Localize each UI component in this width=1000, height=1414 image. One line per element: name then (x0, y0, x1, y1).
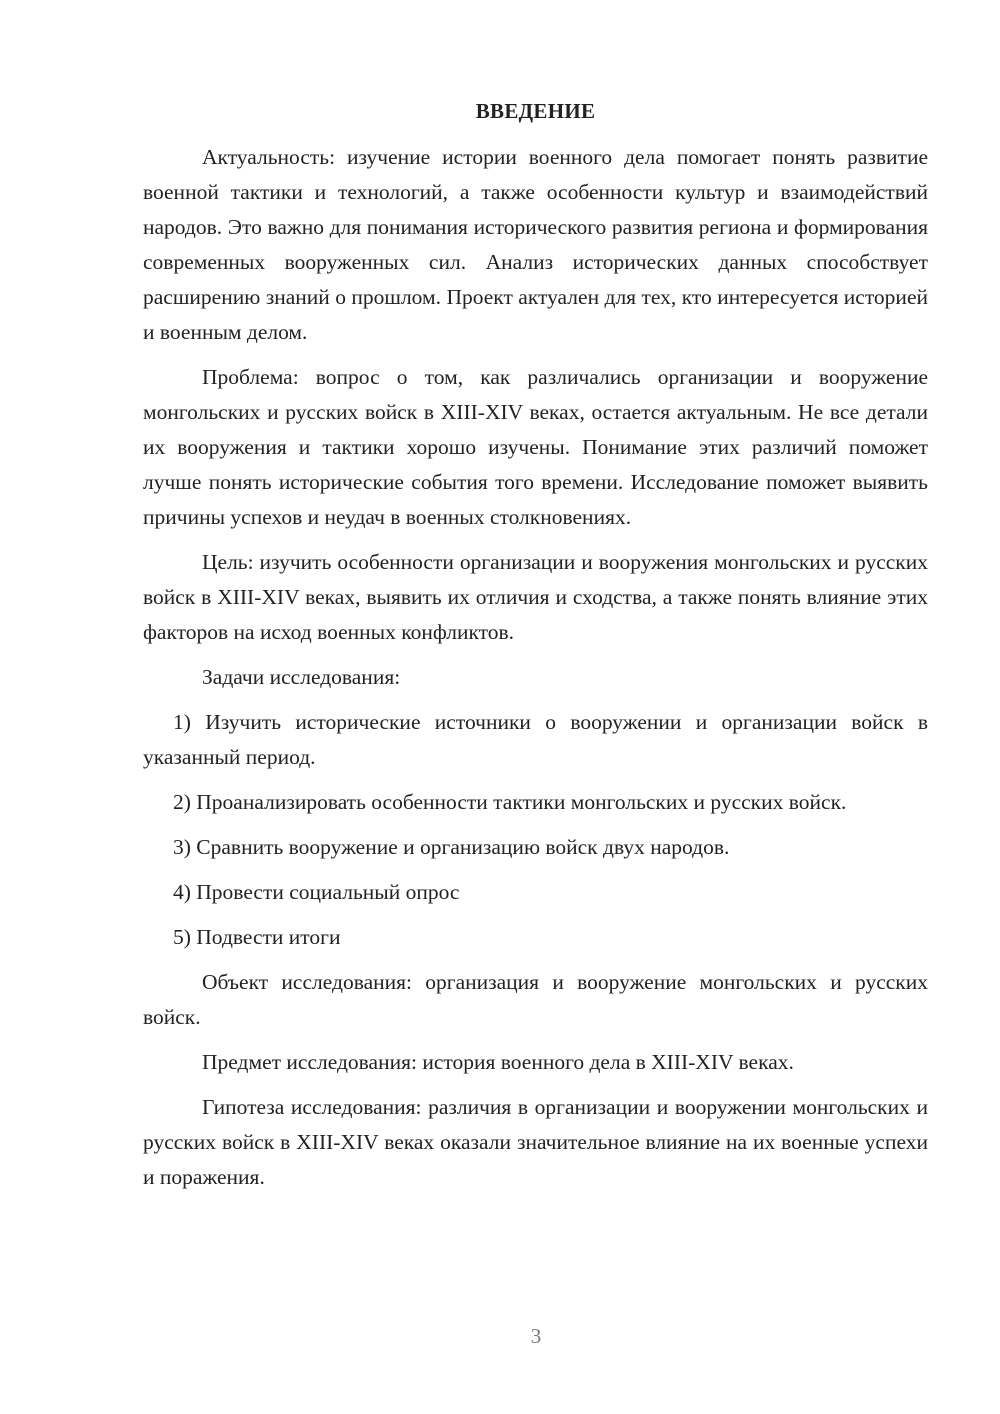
task-item-5: 5) Подвести итоги (173, 925, 341, 949)
page-number: 3 (530, 1324, 542, 1348)
task-item-3: 3) Сравнить вооружение и организацию войск двух народов. (173, 835, 730, 859)
hypothesis-paragraph: Гипотеза исследования: различия в организации и вооружении монгольских и русских войск в XIII-XIV веках оказали значительное влияние на их военные успехи и поражения. (143, 1095, 928, 1189)
task-item-2: 2) Проанализировать особенности тактики монгольских и русских войск. (173, 790, 847, 814)
problem-paragraph: Проблема: вопрос о том, как различались организации и вооружение монгольских и русских войск в XIII-XIV веках, остается актуальным. Не все детали их вооружения и тактики хорошо изучены. Понимание этих различий поможет лучше понять исторические события того времени. Исследование поможет выявить причины успехов и неудач в военных столкновениях. (143, 365, 928, 529)
document-page (143, 96, 928, 1205)
task-item-4: 4) Провести социальный опрос (173, 880, 460, 904)
task-item-1: 1) Изучить исторические источники о вооружении и организации войск в указанный период. (143, 710, 928, 769)
relevance-paragraph: Актуальность: изучение истории военного дела помогает понять развитие военной тактики и технологий, а также особенности культур и взаимодействий народов. Это важно для понимания исторического развития региона и формирования современных вооруженных сил. Анализ исторических данных способствует расширению знаний о прошлом. Проект актуален для тех, кто интересуется историей и военным делом. (143, 145, 928, 344)
section-title: ВВЕДЕНИЕ (475, 99, 596, 123)
tasks-heading: Задачи исследования: (202, 665, 401, 689)
goal-paragraph: Цель: изучить особенности организации и вооружения монгольских и русских войск в XIII-XIV веках, выявить их отличия и сходства, а также понять влияние этих факторов на исход военных конфликтов. (143, 550, 928, 644)
subject-paragraph: Предмет исследования: история военного дела в XIII-XIV веках. (202, 1050, 794, 1074)
object-paragraph: Объект исследования: организация и вооружение монгольских и русских войск. (143, 970, 928, 1029)
